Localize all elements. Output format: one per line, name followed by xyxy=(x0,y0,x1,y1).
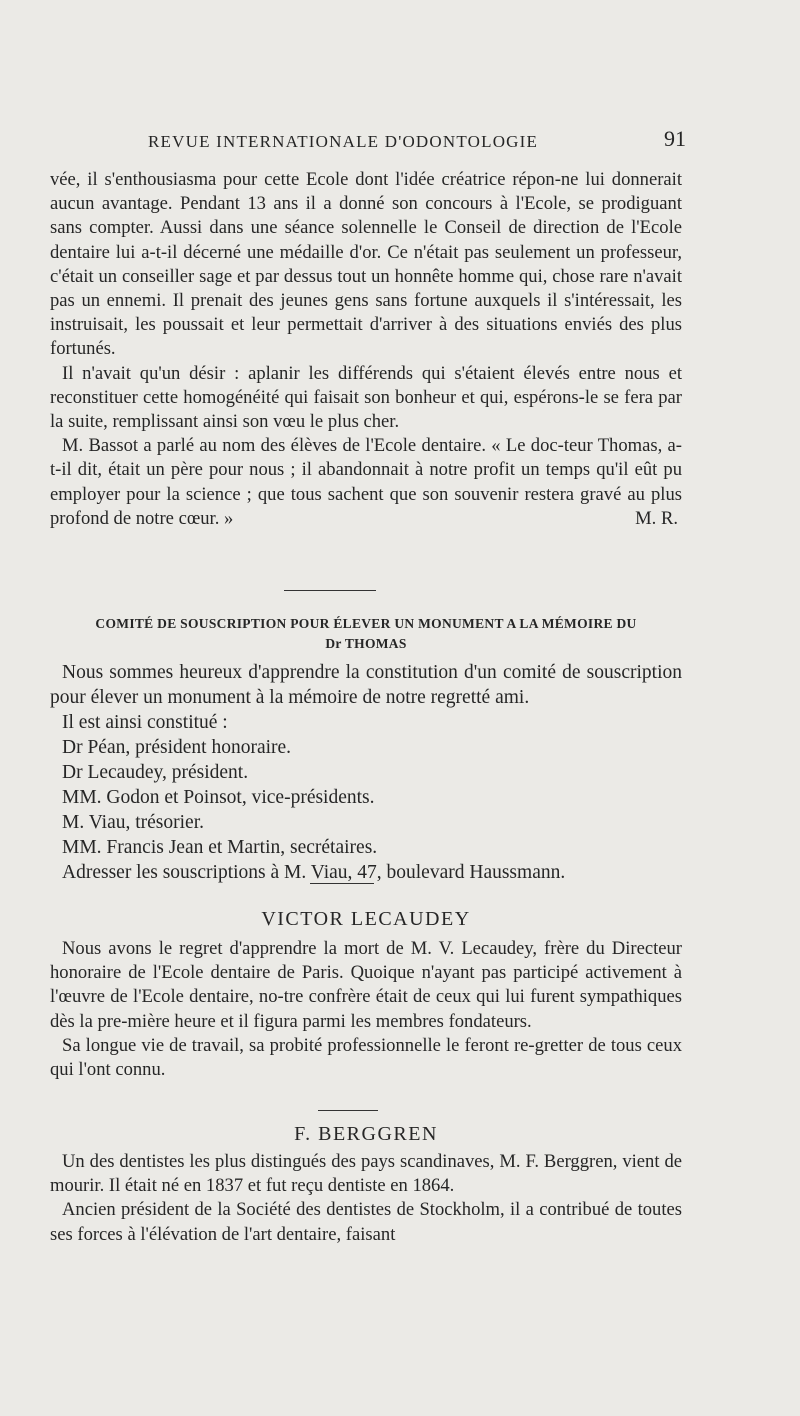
committee-heading-line: Dr THOMAS xyxy=(325,636,407,651)
paragraph: M. Bassot a parlé au nom des élèves de l'Ecole dentaire. « Le doc-teur Thomas, a-t-il dit, était un père pour nous ; il abandonnait à notre profit un temps qu'il eût pu employer pour la science ; que tous sachent que son souvenir restera gravé au plus profond de notre cœur. » xyxy=(50,435,682,529)
page-number: 91 xyxy=(664,126,686,151)
paragraph: Nous sommes heureux d'apprendre la constitution d'un comité de souscription pour élever un monument à la mémoire de notre regretté ami. xyxy=(50,662,682,708)
paragraph: Nous avons le regret d'apprendre la mort de M. V. Lecaudey, frère du Directeur honoraire de l'Ecole dentaire de Paris. Quoique n'ayant pas participé activement à l'œuvre de l'Ecole dentaire, no-tre confrère était de ceux qui lui furent sympathiques dès la pre-mière heure et il figura parmi les membres fondateurs. xyxy=(50,938,682,1032)
committee-member: Dr Péan, président honoraire. xyxy=(62,737,292,758)
address-line: Adresser les souscriptions à M. Viau, 47, boulevard Haussmann. xyxy=(62,862,566,883)
section-divider xyxy=(284,590,376,591)
article-lecaudey xyxy=(50,937,682,1082)
paragraph: Il n'avait qu'un désir : aplanir les différends qui s'étaient élevés entre nous et reconstituer cette homogénéité qui faisait son bonheur et qui, espérons-le se fera par la suite, remplissant ainsi son vœu le plus cher. xyxy=(50,362,682,433)
committee-member: MM. Godon et Poinsot, vice-présidents. xyxy=(62,787,375,808)
paragraph: Sa longue vie de travail, sa probité professionnelle le feront re-gretter de tous ceux qui l'ont connu. xyxy=(50,1034,682,1081)
paragraph: Il est ainsi constitué : xyxy=(62,712,228,733)
running-title: REVUE INTERNATIONALE D'ODONTOLOGIE xyxy=(148,132,539,151)
committee-member: Dr Lecaudey, président. xyxy=(62,762,249,783)
section-title-lecaudey: VICTOR LECAUDEY xyxy=(261,908,471,930)
paragraph: vée, il s'enthousiasma pour cette Ecole dont l'idée créatrice répon-ne lui donnerait aucun avantage. Pendant 13 ans il a donné son concours à l'Ecole, se prodiguant sans compter. Aussi dans une séance solennelle le Conseil de direction de l'Ecole dentaire lui a-t-il décerné une médaille d'or. Ce n'était pas seulement un professeur, c'était un conseiller sage et par dessus tout un honnête homme qui, chose rare n'avait pas un ennemi. Il prenait des jeunes gens sans fortune auxquels il s'intéressait, les instruisait, les poussait et leur permettait d'arriver à des situations enviés des plus fortunés. xyxy=(50,169,682,360)
signature: M. R. xyxy=(635,507,678,529)
committee-member: MM. Francis Jean et Martin, secrétaires. xyxy=(62,837,378,858)
committee-member: M. Viau, trésorier. xyxy=(62,812,204,833)
article-thomas-continuation xyxy=(50,168,682,531)
paragraph: Ancien président de la Société des dentistes de Stockholm, il a contribué de toutes ses forces à l'élévation de l'art dentaire, faisant xyxy=(50,1199,682,1245)
section-divider xyxy=(318,1110,378,1111)
committee-section xyxy=(50,660,682,885)
article-berggren xyxy=(50,1150,682,1247)
section-title-berggren: F. BERGGREN xyxy=(294,1123,438,1145)
committee-heading-line: COMITÉ DE SOUSCRIPTION POUR ÉLEVER UN MONUMENT A LA MÉMOIRE DU xyxy=(95,616,637,631)
section-divider xyxy=(310,883,374,884)
committee-heading xyxy=(50,614,682,654)
paragraph: Un des dentistes les plus distingués des pays scandinaves, M. F. Berggren, vient de mourir. Il était né en 1837 et fut reçu dentiste en 1864. xyxy=(50,1151,682,1197)
